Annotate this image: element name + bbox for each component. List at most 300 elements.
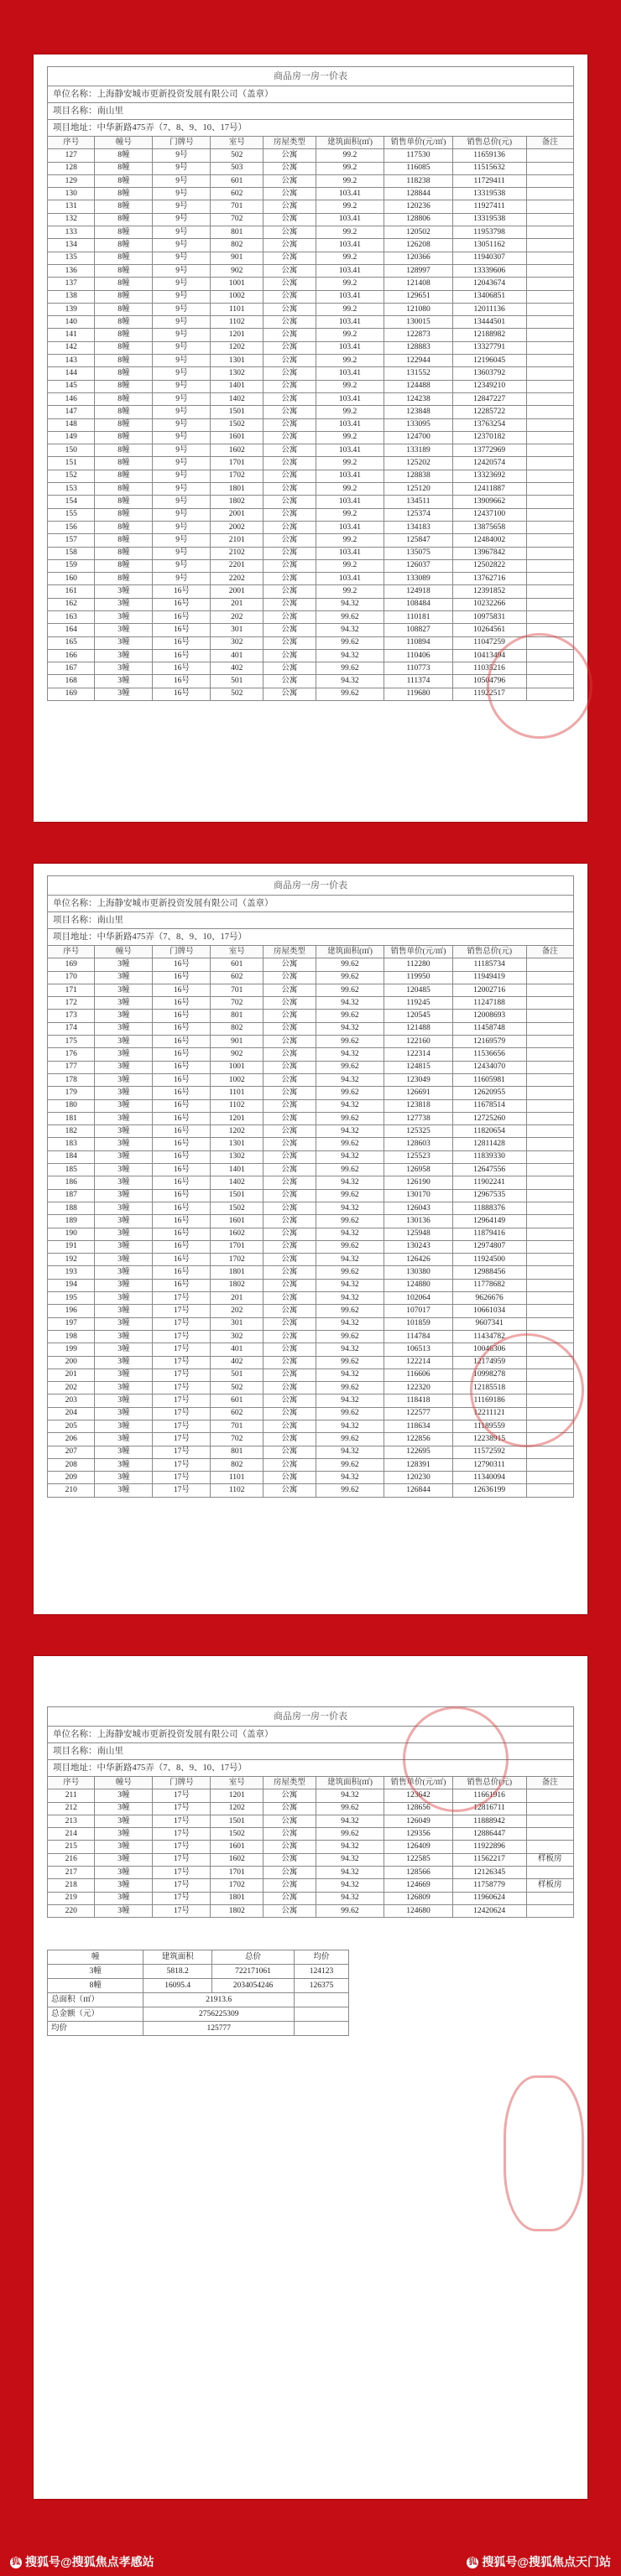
table-cell: 9号 xyxy=(153,496,211,508)
table-cell: 公寓 xyxy=(264,1266,316,1279)
table-cell: 183 xyxy=(48,1138,95,1150)
table-cell: 公寓 xyxy=(264,958,316,971)
table-cell: 公寓 xyxy=(264,1073,316,1086)
table-cell: 公寓 xyxy=(264,1099,316,1112)
table-cell: 1101 xyxy=(211,1472,264,1484)
table-cell: 302 xyxy=(211,1330,264,1343)
table-cell: 9号 xyxy=(153,559,211,572)
table-cell: 16号 xyxy=(153,1176,211,1189)
table-cell: 136 xyxy=(48,264,95,277)
table-cell: 2102 xyxy=(211,547,264,559)
table-cell: 12238915 xyxy=(452,1433,526,1446)
table-cell: 17号 xyxy=(153,1446,211,1458)
table-cell: 3幢 xyxy=(95,1087,153,1099)
table-cell: 9号 xyxy=(153,392,211,405)
price-table xyxy=(47,1776,574,1918)
footer-right-text: 搜狐号@搜狐焦点天门站 xyxy=(482,2555,611,2568)
table-cell: 16号 xyxy=(153,984,211,996)
table-cell xyxy=(526,1317,574,1330)
table-cell: 187 xyxy=(48,1189,95,1202)
table-cell: 94.32 xyxy=(316,1368,384,1381)
table-cell: 3幢 xyxy=(95,1010,153,1022)
table-cell: 8幢 xyxy=(95,406,153,418)
table-row xyxy=(48,1815,574,1827)
table-cell: 公寓 xyxy=(264,1394,316,1407)
table-cell: 公寓 xyxy=(264,316,316,329)
table-cell: 9号 xyxy=(153,290,211,303)
table-cell: 191 xyxy=(48,1240,95,1253)
table-cell: 公寓 xyxy=(264,341,316,354)
table-cell: 3幢 xyxy=(95,1099,153,1112)
table-cell: 8幢 xyxy=(95,264,153,277)
table-cell: 133 xyxy=(48,226,95,239)
project-name: 项目名称：南山里 xyxy=(47,102,574,119)
table-cell: 公寓 xyxy=(264,1138,316,1150)
table-cell: 207 xyxy=(48,1446,95,1458)
table-cell: 12126345 xyxy=(452,1867,526,1879)
table-cell: 137 xyxy=(48,278,95,290)
table-cell xyxy=(526,303,574,315)
table-cell: 125120 xyxy=(384,483,453,496)
table-cell: 125374 xyxy=(384,508,453,521)
table-cell: 213 xyxy=(48,1815,95,1827)
table-cell: 公寓 xyxy=(264,188,316,200)
table-cell: 196 xyxy=(48,1305,95,1317)
table-cell: 16号 xyxy=(153,662,211,675)
table-cell: 99.62 xyxy=(316,1407,384,1420)
table-cell: 401 xyxy=(211,649,264,662)
table-cell: 16号 xyxy=(153,1112,211,1124)
summary-total-value: 2756225309 xyxy=(144,2007,294,2022)
document-title: 商品房一房一价表 xyxy=(47,875,574,895)
table-cell xyxy=(526,1292,574,1305)
table-cell: 9607341 xyxy=(452,1317,526,1330)
table-cell: 110894 xyxy=(384,636,453,649)
table-cell: 公寓 xyxy=(264,303,316,315)
table-cell: 9号 xyxy=(153,418,211,431)
table-row xyxy=(48,1892,574,1904)
table-cell: 公寓 xyxy=(264,534,316,547)
table-cell: 144 xyxy=(48,367,95,380)
column-header: 备注 xyxy=(526,137,574,149)
table-cell: 公寓 xyxy=(264,1048,316,1061)
table-cell: 128997 xyxy=(384,264,453,277)
table-cell: 3幢 xyxy=(95,1484,153,1497)
column-header: 幢号 xyxy=(95,137,153,149)
table-cell: 9号 xyxy=(153,457,211,470)
table-cell: 126844 xyxy=(384,1484,453,1497)
table-cell: 181 xyxy=(48,1112,95,1124)
table-cell: 3幢 xyxy=(95,1036,153,1048)
table-cell: 12196045 xyxy=(452,355,526,367)
table-row xyxy=(48,1356,574,1368)
table-cell: 17号 xyxy=(153,1879,211,1892)
table-cell: 129 xyxy=(48,174,95,187)
table-cell: 9号 xyxy=(153,508,211,521)
table-cell: 99.62 xyxy=(316,1382,384,1394)
table-row xyxy=(48,508,574,521)
table-cell: 182 xyxy=(48,1125,95,1138)
table-cell xyxy=(526,1433,574,1446)
table-cell: 12620955 xyxy=(452,1087,526,1099)
table-cell: 17号 xyxy=(153,1472,211,1484)
table-cell: 16号 xyxy=(153,1215,211,1228)
table-cell: 94.32 xyxy=(316,1841,384,1853)
document-title: 商品房一房一价表 xyxy=(47,1706,574,1726)
table-row xyxy=(48,303,574,315)
table-row xyxy=(48,1215,574,1228)
table-cell: 8幢 xyxy=(95,149,153,162)
table-cell: 8幢 xyxy=(95,200,153,213)
table-cell: 146 xyxy=(48,392,95,405)
table-cell: 135075 xyxy=(384,547,453,559)
table-cell xyxy=(526,290,574,303)
table-cell: 1201 xyxy=(211,1112,264,1124)
table-row xyxy=(48,380,574,392)
table-cell xyxy=(526,1036,574,1048)
table-cell xyxy=(526,1240,574,1253)
table-cell: 3幢 xyxy=(95,1458,153,1471)
table-cell: 99.62 xyxy=(316,1061,384,1073)
table-row xyxy=(48,1802,574,1815)
table-cell: 94.32 xyxy=(316,624,384,636)
table-cell: 11879416 xyxy=(452,1228,526,1240)
table-cell: 公寓 xyxy=(264,1228,316,1240)
table-cell: 154 xyxy=(48,496,95,508)
table-cell: 1102 xyxy=(211,1484,264,1497)
table-cell xyxy=(526,1215,574,1228)
table-cell: 902 xyxy=(211,264,264,277)
table-cell xyxy=(526,1073,574,1086)
table-cell xyxy=(526,598,574,610)
table-cell xyxy=(526,1138,574,1150)
table-cell: 1202 xyxy=(211,341,264,354)
table-cell: 公寓 xyxy=(264,406,316,418)
project-name: 项目名称：南山里 xyxy=(47,911,574,928)
table-cell: 1802 xyxy=(211,1904,264,1917)
table-cell: 公寓 xyxy=(264,1853,316,1866)
table-cell: 139 xyxy=(48,303,95,315)
developer-name: 单位名称：上海静安城市更新投资发展有限公司（盖章） xyxy=(47,895,574,911)
table-cell: 3幢 xyxy=(95,1022,153,1035)
table-cell: 8幢 xyxy=(95,290,153,303)
table-cell xyxy=(526,624,574,636)
table-cell: 3幢 xyxy=(95,1228,153,1240)
table-cell xyxy=(526,496,574,508)
table-row xyxy=(48,1125,574,1138)
table-cell: 12420624 xyxy=(452,1904,526,1917)
table-cell: 11047259 xyxy=(452,636,526,649)
table-cell: 108827 xyxy=(384,624,453,636)
table-cell: 8幢 xyxy=(95,226,153,239)
table-cell: 13763254 xyxy=(452,418,526,431)
table-cell: 99.62 xyxy=(316,958,384,971)
table-cell: 公寓 xyxy=(264,1407,316,1420)
table-cell: 13319538 xyxy=(452,213,526,226)
table-cell: 8幢 xyxy=(95,252,153,264)
table-cell xyxy=(526,585,574,598)
table-cell: 1301 xyxy=(211,1138,264,1150)
table-cell: 12725260 xyxy=(452,1112,526,1124)
table-cell xyxy=(526,1228,574,1240)
table-cell: 9号 xyxy=(153,406,211,418)
table-cell: 94.32 xyxy=(316,1879,384,1892)
table-cell: 3幢 xyxy=(95,1215,153,1228)
summary-cell: 16095.4 xyxy=(144,1979,212,1993)
table-cell: 160 xyxy=(48,573,95,585)
table-cell xyxy=(526,1087,574,1099)
column-header: 建筑面积(㎡) xyxy=(316,946,384,958)
table-row xyxy=(48,496,574,508)
table-cell: 130 xyxy=(48,188,95,200)
table-cell: 公寓 xyxy=(264,573,316,585)
table-cell xyxy=(526,1330,574,1343)
table-cell: 8幢 xyxy=(95,559,153,572)
table-cell: 122577 xyxy=(384,1407,453,1420)
table-row xyxy=(48,1446,574,1458)
table-cell: 11927411 xyxy=(452,200,526,213)
table-cell: 3幢 xyxy=(95,1879,153,1892)
table-cell: 17号 xyxy=(153,1420,211,1432)
table-cell: 103.41 xyxy=(316,341,384,354)
table-cell: 202 xyxy=(211,1305,264,1317)
table-cell: 公寓 xyxy=(264,1254,316,1266)
table-cell: 11839330 xyxy=(452,1150,526,1163)
table-cell: 2002 xyxy=(211,521,264,533)
table-row xyxy=(48,547,574,559)
table-cell: 301 xyxy=(211,624,264,636)
table-cell: 142 xyxy=(48,341,95,354)
table-cell: 12174959 xyxy=(452,1356,526,1368)
table-cell: 8幢 xyxy=(95,457,153,470)
table-row xyxy=(48,1828,574,1841)
summary-cell: 5818.2 xyxy=(144,1965,212,1979)
table-row xyxy=(48,200,574,213)
table-cell: 99.62 xyxy=(316,1305,384,1317)
table-cell: 9号 xyxy=(153,367,211,380)
table-cell: 公寓 xyxy=(264,200,316,213)
table-cell: 128566 xyxy=(384,1867,453,1879)
table-cell: 126208 xyxy=(384,239,453,252)
table-cell: 8幢 xyxy=(95,483,153,496)
table-cell: 11922517 xyxy=(452,688,526,700)
table-cell: 8幢 xyxy=(95,213,153,226)
table-cell: 128391 xyxy=(384,1458,453,1471)
table-row xyxy=(48,1305,574,1317)
table-cell: 185 xyxy=(48,1164,95,1176)
table-row xyxy=(48,213,574,226)
table-cell: 94.32 xyxy=(316,1279,384,1291)
table-cell: 203 xyxy=(48,1394,95,1407)
table-cell: 9号 xyxy=(153,174,211,187)
table-cell: 公寓 xyxy=(264,971,316,984)
table-cell: 公寓 xyxy=(264,431,316,444)
table-cell: 公寓 xyxy=(264,1472,316,1484)
table-cell: 147 xyxy=(48,406,95,418)
table-cell: 1202 xyxy=(211,1802,264,1815)
table-cell: 301 xyxy=(211,1317,264,1330)
table-cell xyxy=(526,1841,574,1853)
table-cell xyxy=(526,997,574,1010)
table-cell: 122873 xyxy=(384,329,453,341)
table-cell: 503 xyxy=(211,162,264,174)
table-cell: 8幢 xyxy=(95,329,153,341)
table-cell: 99.62 xyxy=(316,1189,384,1202)
table-cell: 8幢 xyxy=(95,508,153,521)
table-cell xyxy=(526,534,574,547)
table-cell: 501 xyxy=(211,1368,264,1381)
table-cell: 157 xyxy=(48,534,95,547)
table-cell: 99.62 xyxy=(316,610,384,623)
table-cell: 公寓 xyxy=(264,1815,316,1827)
table-cell: 120230 xyxy=(384,1472,453,1484)
table-cell: 1701 xyxy=(211,457,264,470)
table-cell: 126691 xyxy=(384,1087,453,1099)
table-cell: 702 xyxy=(211,997,264,1010)
table-cell: 公寓 xyxy=(264,1343,316,1356)
table-row xyxy=(48,1472,574,1484)
table-cell: 3幢 xyxy=(95,636,153,649)
table-cell: 122856 xyxy=(384,1433,453,1446)
table-cell: 150 xyxy=(48,444,95,457)
table-cell: 1001 xyxy=(211,278,264,290)
table-row xyxy=(48,1841,574,1853)
table-cell xyxy=(526,1176,574,1189)
table-cell: 3幢 xyxy=(95,585,153,598)
table-cell: 公寓 xyxy=(264,367,316,380)
table-cell: 8幢 xyxy=(95,367,153,380)
table-cell: 17号 xyxy=(153,1904,211,1917)
table-cell: 公寓 xyxy=(264,610,316,623)
table-cell xyxy=(526,573,574,585)
table-cell: 公寓 xyxy=(264,1867,316,1879)
table-cell: 公寓 xyxy=(264,1420,316,1432)
table-cell: 16号 xyxy=(153,585,211,598)
table-cell xyxy=(526,1904,574,1917)
table-cell: 124918 xyxy=(384,585,453,598)
table-cell: 公寓 xyxy=(264,598,316,610)
table-row xyxy=(48,1150,574,1163)
table-cell: 130243 xyxy=(384,1240,453,1253)
table-cell: 125847 xyxy=(384,534,453,547)
table-cell: 公寓 xyxy=(264,636,316,649)
table-cell: 11678514 xyxy=(452,1099,526,1112)
table-cell: 94.32 xyxy=(316,598,384,610)
table-cell: 126049 xyxy=(384,1815,453,1827)
table-row xyxy=(48,1189,574,1202)
table-cell: 126958 xyxy=(384,1164,453,1176)
table-cell xyxy=(526,675,574,688)
table-cell: 206 xyxy=(48,1433,95,1446)
table-cell: 123049 xyxy=(384,1073,453,1086)
table-cell: 99.62 xyxy=(316,1904,384,1917)
table-cell xyxy=(526,688,574,700)
column-header: 销售单价(元/㎡) xyxy=(384,946,453,958)
table-cell: 99.2 xyxy=(316,226,384,239)
table-cell: 99.2 xyxy=(316,200,384,213)
table-cell: 16号 xyxy=(153,636,211,649)
table-cell: 1001 xyxy=(211,1061,264,1073)
column-header: 门牌号 xyxy=(153,1777,211,1789)
document-title: 商品房一房一价表 xyxy=(47,66,574,86)
table-cell: 8幢 xyxy=(95,355,153,367)
column-header: 室号 xyxy=(211,1777,264,1789)
table-cell: 16号 xyxy=(153,1010,211,1022)
table-cell: 199 xyxy=(48,1343,95,1356)
table-cell: 3幢 xyxy=(95,1164,153,1176)
table-cell: 3幢 xyxy=(95,1305,153,1317)
table-cell: 112280 xyxy=(384,958,453,971)
table-cell: 16号 xyxy=(153,649,211,662)
table-row xyxy=(48,688,574,700)
table-cell xyxy=(526,1343,574,1356)
table-cell: 16号 xyxy=(153,1150,211,1163)
table-cell: 公寓 xyxy=(264,1356,316,1368)
table-row xyxy=(48,1138,574,1150)
table-row xyxy=(48,174,574,187)
table-cell: 公寓 xyxy=(264,1828,316,1841)
table-cell xyxy=(526,1382,574,1394)
table-cell: 16号 xyxy=(153,1073,211,1086)
column-header: 房屋类型 xyxy=(264,946,316,958)
table-cell: 200 xyxy=(48,1356,95,1368)
table-cell: 123848 xyxy=(384,406,453,418)
table-cell: 220 xyxy=(48,1904,95,1917)
table-row xyxy=(48,1867,574,1879)
table-cell: 120545 xyxy=(384,1010,453,1022)
table-cell: 11953798 xyxy=(452,226,526,239)
table-cell: 9号 xyxy=(153,264,211,277)
table-cell: 16号 xyxy=(153,1266,211,1279)
table-cell: 117530 xyxy=(384,149,453,162)
table-cell: 901 xyxy=(211,1036,264,1048)
table-cell: 205 xyxy=(48,1420,95,1432)
table-cell: 8幢 xyxy=(95,534,153,547)
table-cell: 94.32 xyxy=(316,649,384,662)
table-cell: 103.41 xyxy=(316,521,384,533)
column-header: 门牌号 xyxy=(153,137,211,149)
table-row xyxy=(48,1036,574,1048)
table-cell: 103.41 xyxy=(316,496,384,508)
table-row xyxy=(48,598,574,610)
table-cell: 3幢 xyxy=(95,1789,153,1802)
table-cell: 94.32 xyxy=(316,1176,384,1189)
sohu-logo-icon: 狐 xyxy=(468,2558,477,2568)
table-cell: 99.2 xyxy=(316,174,384,187)
table-cell: 17号 xyxy=(153,1802,211,1815)
table-row xyxy=(48,1879,574,1892)
table-cell: 公寓 xyxy=(264,329,316,341)
column-header: 销售单价(元/㎡) xyxy=(384,1777,453,1789)
table-row xyxy=(48,649,574,662)
table-cell: 13339606 xyxy=(452,264,526,277)
table-cell: 16号 xyxy=(153,1036,211,1048)
table-cell: 17号 xyxy=(153,1317,211,1330)
table-cell: 1601 xyxy=(211,1841,264,1853)
table-cell: 99.62 xyxy=(316,662,384,675)
table-cell xyxy=(526,1407,574,1420)
table-cell: 8幢 xyxy=(95,188,153,200)
table-cell: 16号 xyxy=(153,958,211,971)
table-cell: 16号 xyxy=(153,1125,211,1138)
table-cell: 99.2 xyxy=(316,406,384,418)
summary-header-cell: 建筑面积 xyxy=(144,1950,212,1965)
table-cell: 94.32 xyxy=(316,1228,384,1240)
table-cell: 12811428 xyxy=(452,1138,526,1150)
table-cell: 8幢 xyxy=(95,380,153,392)
table-row xyxy=(48,1048,574,1061)
project-name: 项目名称：南山里 xyxy=(47,1742,574,1759)
